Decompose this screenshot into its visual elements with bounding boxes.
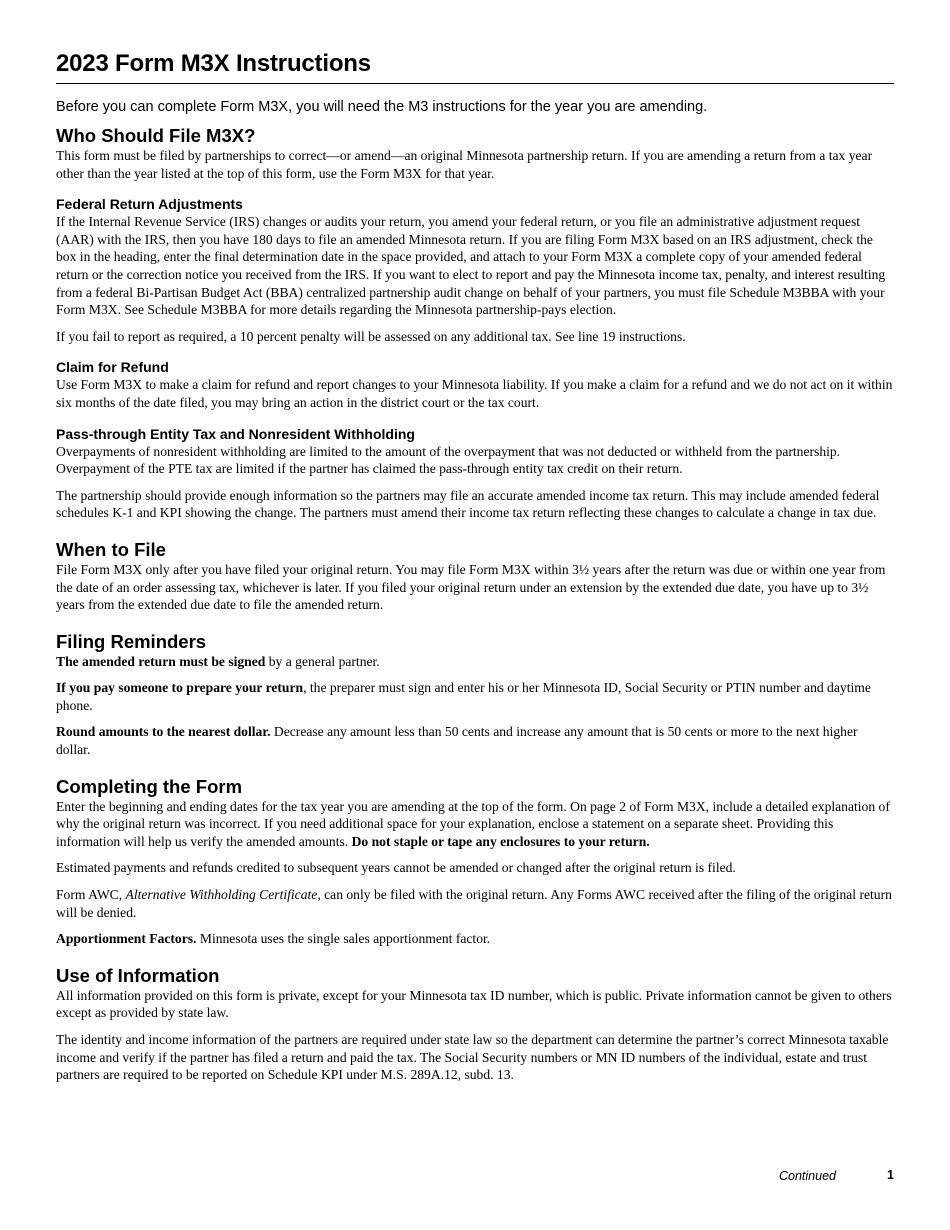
reminder-rounding-rest: Decrease any amount less than 50 cents and increase any amount that is 50 cents or more to the next higher dollar. [56,724,858,758]
claim-for-refund-heading: Claim for Refund [56,359,169,376]
continued-label: Continued [779,1169,836,1183]
who-should-file-text: This form must be filed by partnerships to correct—or amend—an original Minnesota partnership return. If you are amending a return from a tax year other than the year listed at the top of this form, use the Form M3X for that year. [56,148,873,181]
apportionment-bold: Apportionment Factors. [56,931,197,947]
form-awc-post: , can only be filed with the original return. Any Forms AWC received after the filing of the original return will be denied. [56,887,892,920]
page-title: 2023 Form M3X Instructions [56,50,894,84]
who-should-file-heading: Who Should File M3X? [56,125,256,146]
reminder-preparer-rest: , the preparer must sign and enter his or her Minnesota ID, Social Security or PTIN number and daytime phone. [56,680,871,713]
instructions-page [56,50,894,1084]
privacy-text: All information provided on this form is private, except for your Minnesota tax ID number, which is public. Private information cannot be given to others except as provided by state law. [56,987,892,1021]
form-awc-text [56,886,894,921]
pte-partner-info-text: The partnership should provide enough information so the partners may file an accurate amended income tax return. This may include amended federal schedules K-1 and KPI showing the change. The partners must amend their income tax return reflecting these changes to calculate a change in tax due. [56,487,880,521]
pte-withholding-heading: Pass-through Entity Tax and Nonresident Withholding [56,425,415,442]
estimated-payments-text: Estimated payments and refunds credited to subsequent years cannot be amended or changed after the original return is filed. [56,860,736,876]
federal-adjustments-text: If the Internal Revenue Service (IRS) changes or audits your return, you amend your federal return, or you file an administrative adjustment request (AAR) with the IRS, then you have 180 days to file an amended Minnesota return. If you are filing Form M3X based on an IRS adjustment, check the box in the heading, enter the final determination date in the space provided, and attach to your Form M3X a complete copy of your amended federal return or the correction notice you received from the IRS. If you want to elect to report and pay the Minnesota income tax, penalty, and interest resulting from a federal Bi-Partisan Budget Act (BBA) centralized partnership audit change on behalf of your partners, you must file Schedule M3BBA with your Form M3X. See Schedule M3BBA for more details regarding the Minnesota partnership-pays election. [56,214,886,318]
federal-adjustments-heading: Federal Return Adjustments [56,196,243,213]
reminder-preparer-bold: If you pay someone to prepare your return [56,680,304,696]
form-awc-pre: Form AWC, [56,887,126,903]
reminder-signed-rest: by a general partner. [265,653,380,669]
when-to-file-heading: When to File [56,538,166,560]
completing-dates-text [56,798,894,851]
reminder-preparer [56,679,894,714]
when-to-file-text: File Form M3X only after you have filed your original return. You may file Form M3X within 3½ years after the return was due or within one year from the date of an order assessing tax, whichever is later. If you filed your original return under an extension by the extended due date, you have up to 3½ years from the extended due date to file the amended return. [56,561,886,613]
completing-dates-body: Enter the beginning and ending dates for the tax year you are amending at the top of the form. On page 2 of Form M3X, include a detailed explanation of why the original return was incorrect. If you need additional space for your explanation, enclose a statement on a separate sheet. Providing this information will help us verify the amended amounts. [56,798,890,849]
no-staple-warning: Do not staple or tape any enclosures to your return. [351,833,650,849]
reminder-rounding [56,723,894,758]
reminder-signed-bold: The amended return must be signed [56,653,266,669]
use-of-information-heading: Use of Information [56,964,220,986]
reminder-rounding-bold: Round amounts to the nearest dollar. [56,724,271,740]
apportionment-rest: Minnesota uses the single sales apportionment factor. [196,931,491,947]
filing-reminders-heading: Filing Reminders [56,630,207,652]
completing-form-heading: Completing the Form [56,775,243,797]
reminder-signed [56,653,894,671]
pte-overpayment-text: Overpayments of nonresident withholding are limited to the amount of the overpayment that was not deducted or withheld from the partnership. Overpayment of the PTE tax are limited if the partner has claimed the pass-through entity tax credit on their return. [56,443,841,477]
partner-identity-text: The identity and income information of the partners are required under state law so the department can determine the partner’s correct Minnesota taxable income and verify if the partner has filed a return and paid the tax. The Social Security numbers or MN ID numbers of the individual, estate and trust partners are required to be reported on Schedule KPI under M.S. 289A.12, subd. 13. [56,1032,889,1083]
claim-for-refund-text: Use Form M3X to make a claim for refund and report changes to your Minnesota liability. If you make a claim for a refund and we do not act on it within six months of the date filed, you may bring an action in the district court or the tax court. [56,377,893,410]
apportionment-text [56,930,894,948]
form-awc-title: Alternative Withholding Certificate [125,887,318,903]
page-number: 1 [887,1168,894,1182]
penalty-text: If you fail to report as required, a 10 percent penalty will be assessed on any additional tax. See line 19 instructions. [56,328,686,344]
intro-text: Before you can complete Form M3X, you will need the M3 instructions for the year you are amending. [56,99,708,115]
